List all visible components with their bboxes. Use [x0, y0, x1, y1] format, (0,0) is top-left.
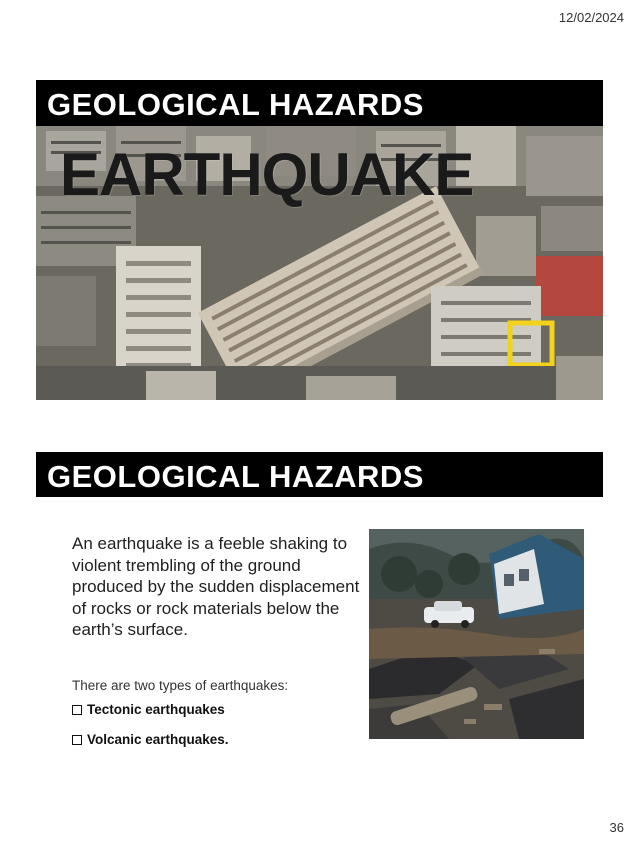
earthquake-definition: An earthquake is a feeble shaking to violent trembling of the ground produced by the sudden displacement of rocks or rock materials below the earth’s surface.	[72, 534, 360, 639]
types-intro: There are two types of earthquakes:	[72, 678, 289, 693]
checkbox-bullet-icon	[72, 705, 82, 715]
type-item-volcanic	[72, 732, 229, 747]
type-item-tectonic	[72, 702, 225, 717]
earthquake-damage-photo	[369, 529, 584, 739]
slide-title: GEOLOGICAL HAZARDS	[47, 459, 424, 494]
slide-title: GEOLOGICAL HAZARDS	[47, 87, 424, 122]
slide-earthquake-cover	[36, 80, 603, 400]
slide-title-bar	[36, 452, 603, 497]
earthquake-overlay-text: EARTHQUAKE	[60, 141, 474, 208]
type-label: Tectonic earthquakes	[87, 702, 225, 717]
checkbox-bullet-icon	[72, 735, 82, 745]
page-number: 36	[609, 820, 624, 835]
type-label: Volcanic earthquakes.	[87, 732, 229, 747]
slide-date: 12/02/2024	[558, 10, 624, 25]
